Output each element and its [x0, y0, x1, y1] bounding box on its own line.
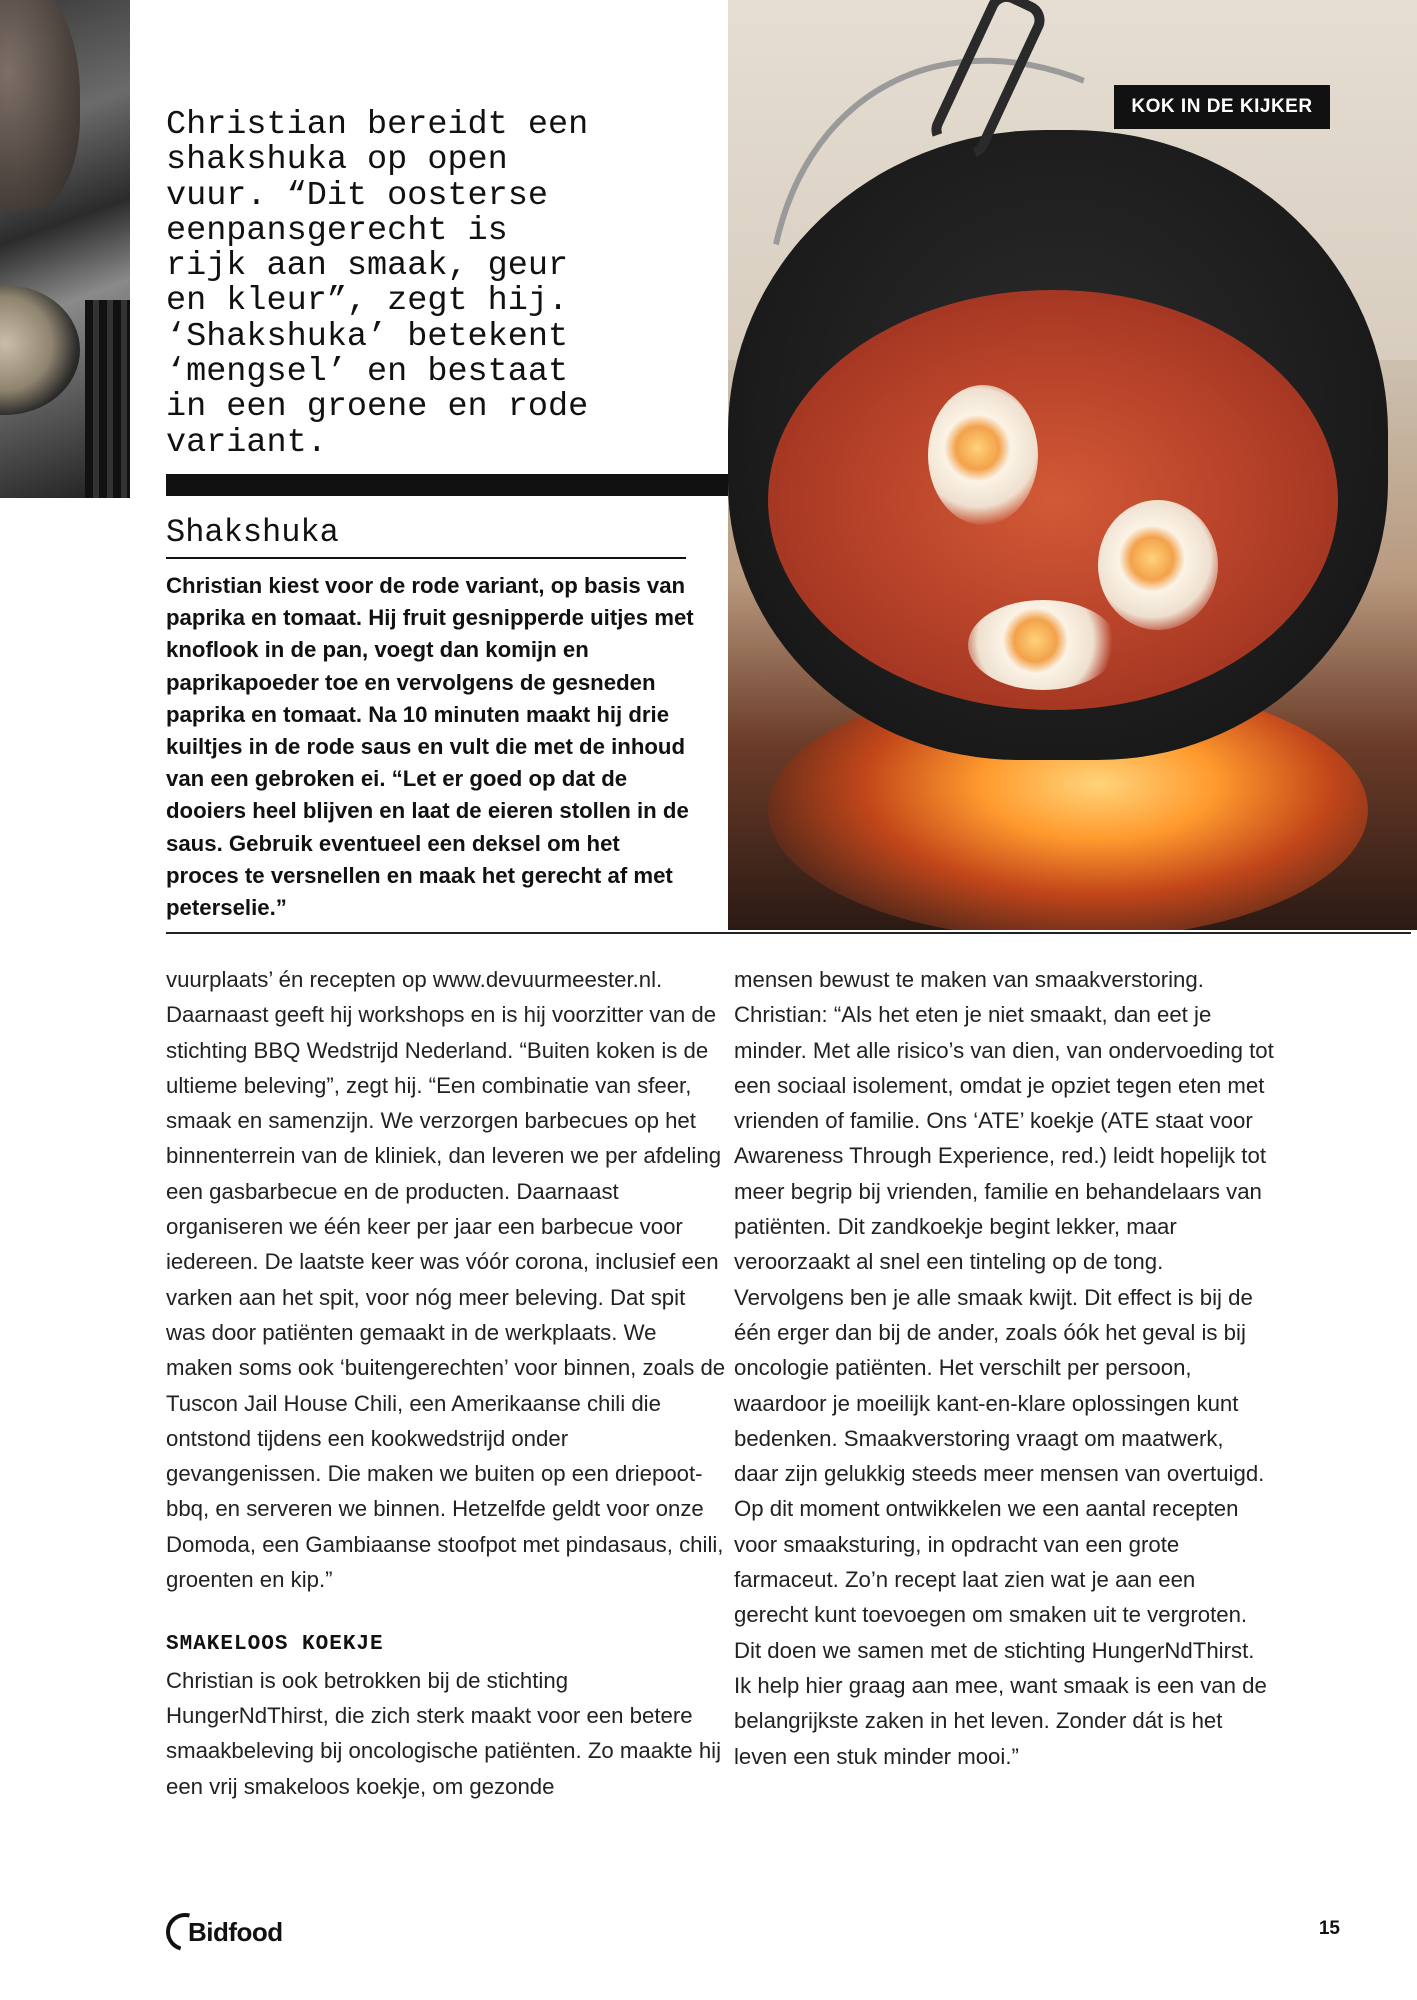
frying-pan	[0, 285, 80, 415]
paragraph: mensen bewust te maken van smaakverstoring. Christian: “Als het eten je niet smaakt, dan eet je minder. Met alle risico’s van dien, van ondervoeding tot een sociaal isolement, omdat je opziet tegen eten met vrienden of familie. Ons ‘ATE’ koekje (ATE staat voor Awareness Through Experience, red.) leidt hopelijk tot meer begrip bij vrienden, familie en behandelaars van patiënten. Dit zandkoekje begint lekker, maar veroorzaakt al snel een tinteling op de tong. Vervolgens ben je alle smaak kwijt. Dit effect is bij de één erger dan bij de ander, zoals óók het geval is bij oncologie patiënten. Het verschilt per persoon, waardoor je moeilijk kant-en-klare oplossingen kunt bedenken. Smaakverstoring vraagt om maatwerk, daar zijn gelukkig steeds meer mensen van overtuigd. Op dit moment ontwikkelen we een aantal recepten voor smaaksturing, in opdracht van een grote farmaceut. Zo’n recept laat zien wat je aan een gerecht kunt toevoegen om smaken uit te vergroten. Dit doen we samen met de stichting HungerNdThirst. Ik help hier graag aan mee, want smaak is een van de belangrijkste zaken in het leven. Zonder dát is het leven een stuk minder mooi.”	[734, 967, 1274, 1769]
page-number: 15	[1318, 1918, 1340, 1939]
chef-photo-crop	[0, 0, 130, 498]
shakshuka-photo	[728, 0, 1417, 930]
paragraph: vuurplaats’ én recepten op www.devuurmeester.nl. Daarnaast geeft hij workshops en is hij voorzitter van de stichting BBQ Wedstrijd Nederland. “Buiten koken is de ultieme beleving”, zegt hij. “Een combinatie van sfeer, smaak en samenzijn. We verzorgen barbecues op het binnenterrein van de kliniek, dan leveren we per afdeling een gasbarbecue en de producten. Daarnaast organiseren we één keer per jaar een barbecue voor iedereen. De laatste keer was vóór corona, inclusief een varken aan het spit, voor nóg meer beleving. Dat spit was door patiënten gemaakt in de werkplaats. We maken soms ook ‘buitengerechten’ voor binnen, zoals de Tuscon Jail House Chili, een Amerikaanse chili die ontstond tijdens een kookwedstrijd onder gevangenissen. Die maken we buiten op een driepoot-bbq, en serveren we binnen. Hetzelfde geldt voor onze Domoda, een Gambiaanse stoofpot met pindasaus, chili, groenten en kip.”	[166, 967, 726, 1593]
logo-swoosh-icon	[159, 1906, 211, 1958]
divider-bar	[166, 474, 728, 496]
article-column-left	[166, 962, 726, 1804]
recipe-body: Christian kiest voor de rode variant, op basis van paprika en tomaat. Hij fruit gesnipperde uitjes met knoflook in de pan, voegt dan komijn en paprikapoeder toe en vervolgens de gesneden paprika en tomaat. Na 10 minuten maakt hij drie kuiltjes in de rode saus en vult die met de inhoud van een gebroken ei. “Let er goed op dat de dooiers heel blijven en laat de eieren stollen in de saus. Gebruik eventueel een deksel om het proces te versnellen en maak het gerecht af met peterselie.”	[166, 573, 694, 921]
tattooed-arm	[0, 0, 80, 210]
bidfood-logo	[166, 1912, 283, 1952]
logo-wordmark: Bidfood	[188, 1916, 283, 1947]
paragraph: Christian is ook betrokken bij de stichting HungerNdThirst, die zich sterk maakt voor een betere smaakbeleving bij oncologische patiënten. Zo maakte hij een vrij smakeloos koekje, om gezonde	[166, 1667, 722, 1799]
section-divider	[166, 932, 1411, 934]
stove-grate	[85, 300, 130, 498]
recipe-title: Shakshuka	[166, 514, 339, 551]
section-badge: KOK IN DE KIJKER	[1114, 85, 1330, 129]
subheading: SMAKELOOS KOEKJE	[166, 1633, 384, 1657]
intro-text: Christian bereidt een shakshuka op open vuur. “Dit oosterse eenpansgerecht is rijk aan smaak, geur en kleur”, zegt hij. ‘Shakshuka’ betekent ‘mengsel’ en bestaat in een groene en rode variant.	[166, 106, 589, 462]
article-column-right	[734, 962, 1274, 1774]
title-underline	[166, 557, 686, 559]
